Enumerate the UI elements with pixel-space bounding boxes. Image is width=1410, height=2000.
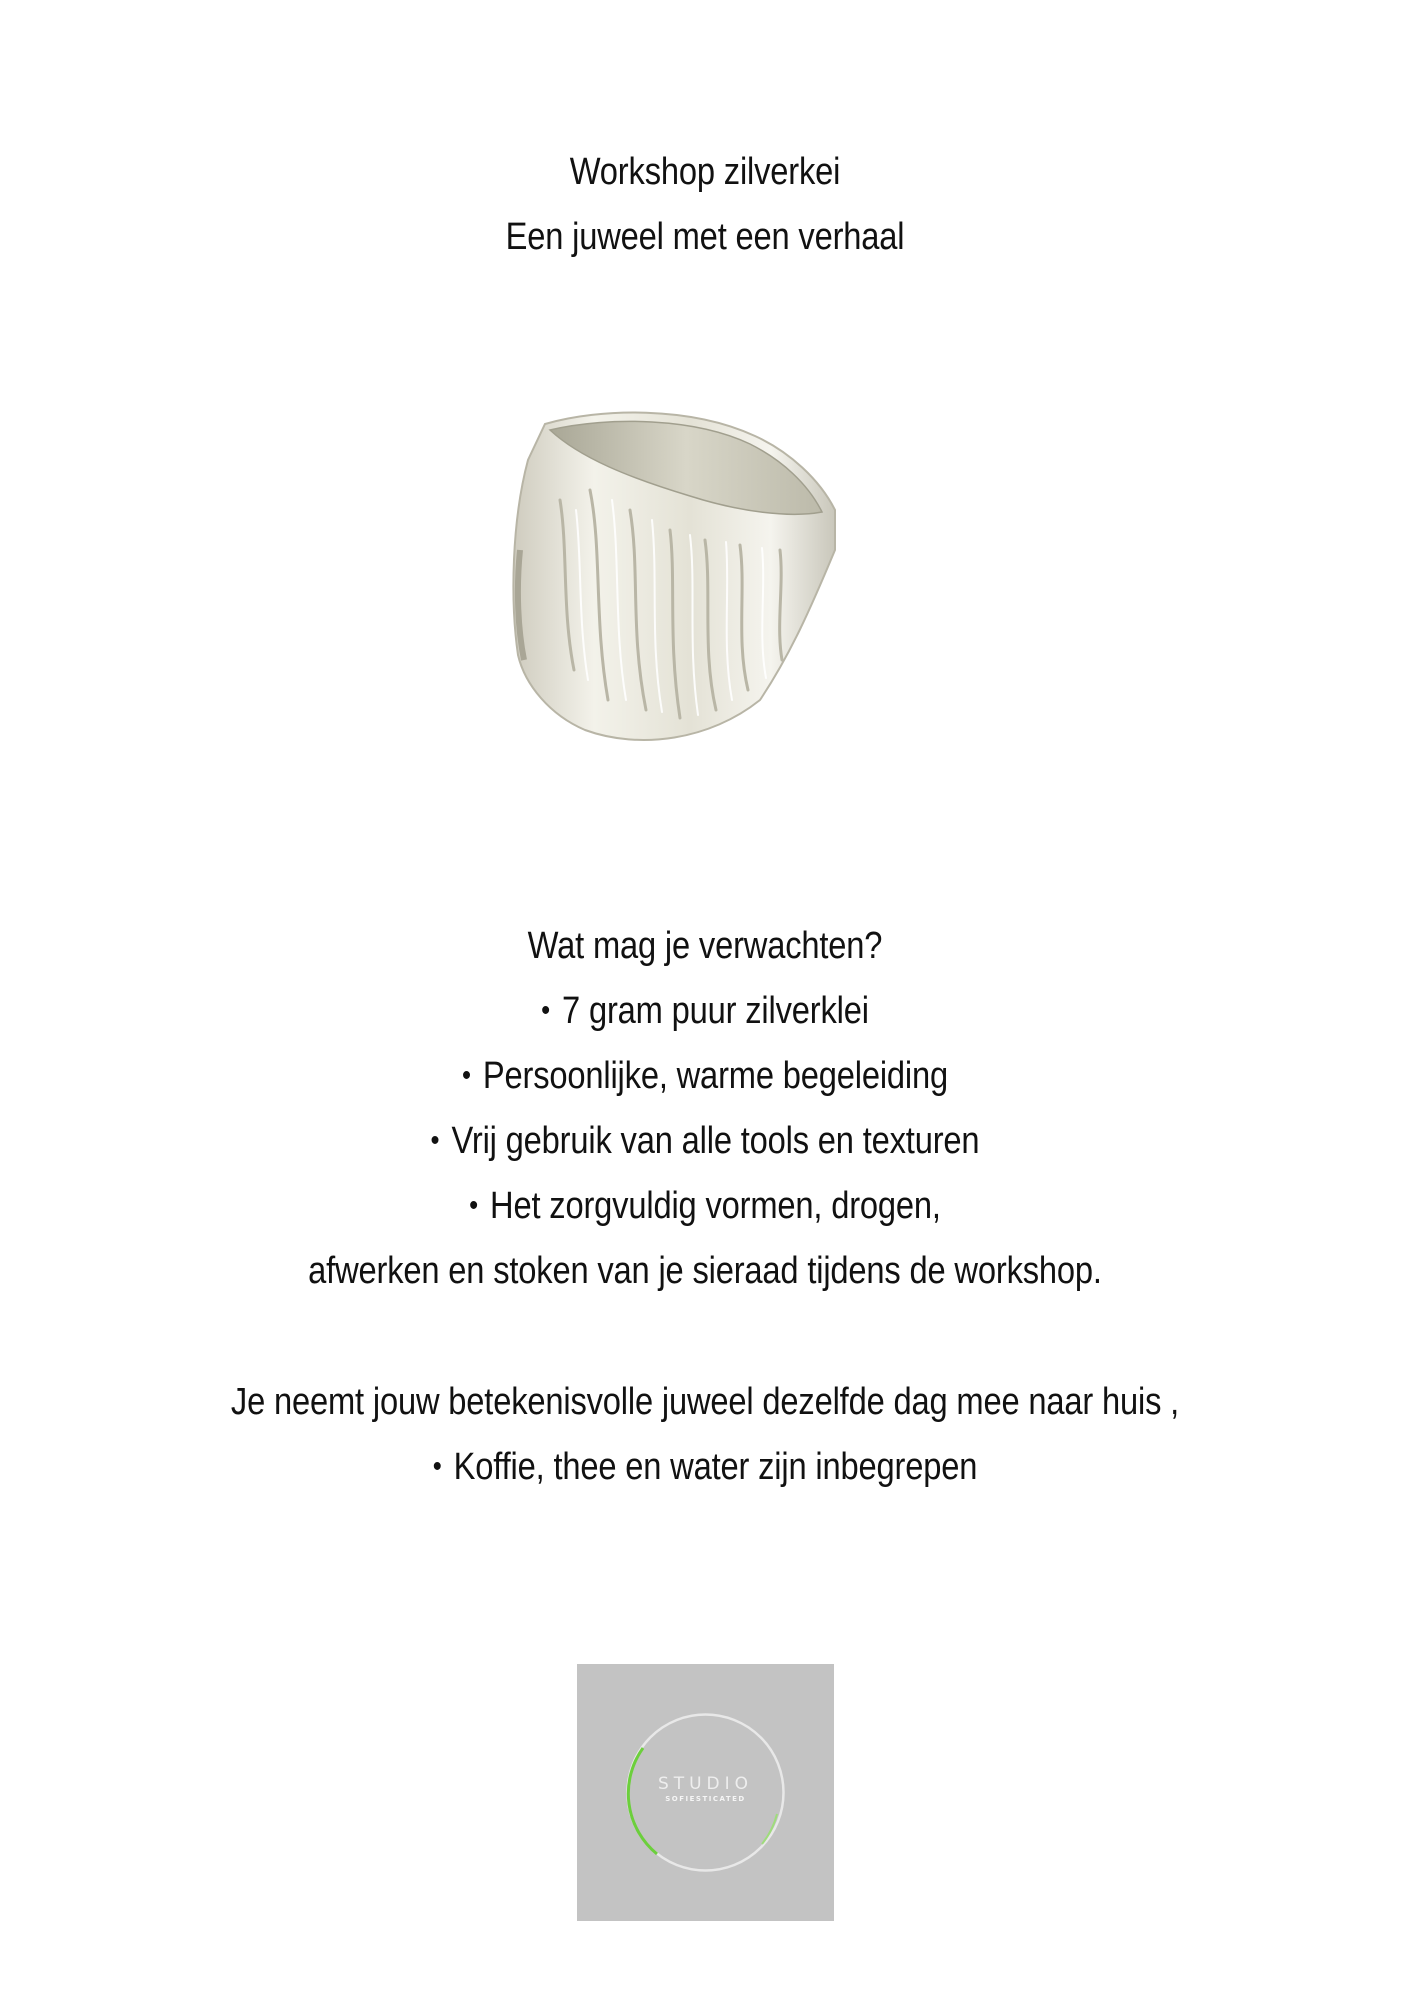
- silver-ring-image: [490, 400, 930, 780]
- logo-text: STUDIO: [657, 1774, 754, 1794]
- list-item-label: Koffie, thee en water zijn inbegrepen: [453, 1446, 978, 1488]
- list-item: [99, 1182, 1312, 1233]
- list-item-label: Vrij gebruik van alle tools en texturen: [451, 1120, 980, 1162]
- bullet-icon: •: [461, 1059, 471, 1092]
- workshop-title: Workshop zilverkei: [569, 151, 841, 193]
- list-item-label: Persoonlijke, warme begeleiding: [482, 1055, 949, 1097]
- list-item-label: Het zorgvuldig vormen, drogen,: [490, 1185, 941, 1227]
- list-item: [99, 1052, 1312, 1103]
- list-item-continuation: afwerken en stoken van je sieraad tijdens de workshop.: [308, 1250, 1102, 1292]
- bullet-icon: •: [469, 1189, 479, 1222]
- list-item: [99, 987, 1312, 1038]
- takeaway-text: Je neemt jouw betekenisvolle juweel dezelfde dag mee naar huis ,: [230, 1381, 1180, 1423]
- workshop-subtitle: Een juweel met een verhaal: [505, 216, 905, 258]
- logo-subtext: SOFIESTICATED: [665, 1795, 746, 1803]
- list-item-label: 7 gram puur zilverklei: [562, 990, 869, 1032]
- bullet-icon: •: [541, 994, 551, 1027]
- list-item: [99, 1117, 1312, 1168]
- list-item: [99, 1443, 1312, 1494]
- bullet-icon: •: [430, 1124, 440, 1157]
- bullet-icon: •: [432, 1450, 442, 1483]
- expectations-heading: Wat mag je verwachten?: [527, 925, 883, 967]
- studio-logo: [577, 1664, 834, 1921]
